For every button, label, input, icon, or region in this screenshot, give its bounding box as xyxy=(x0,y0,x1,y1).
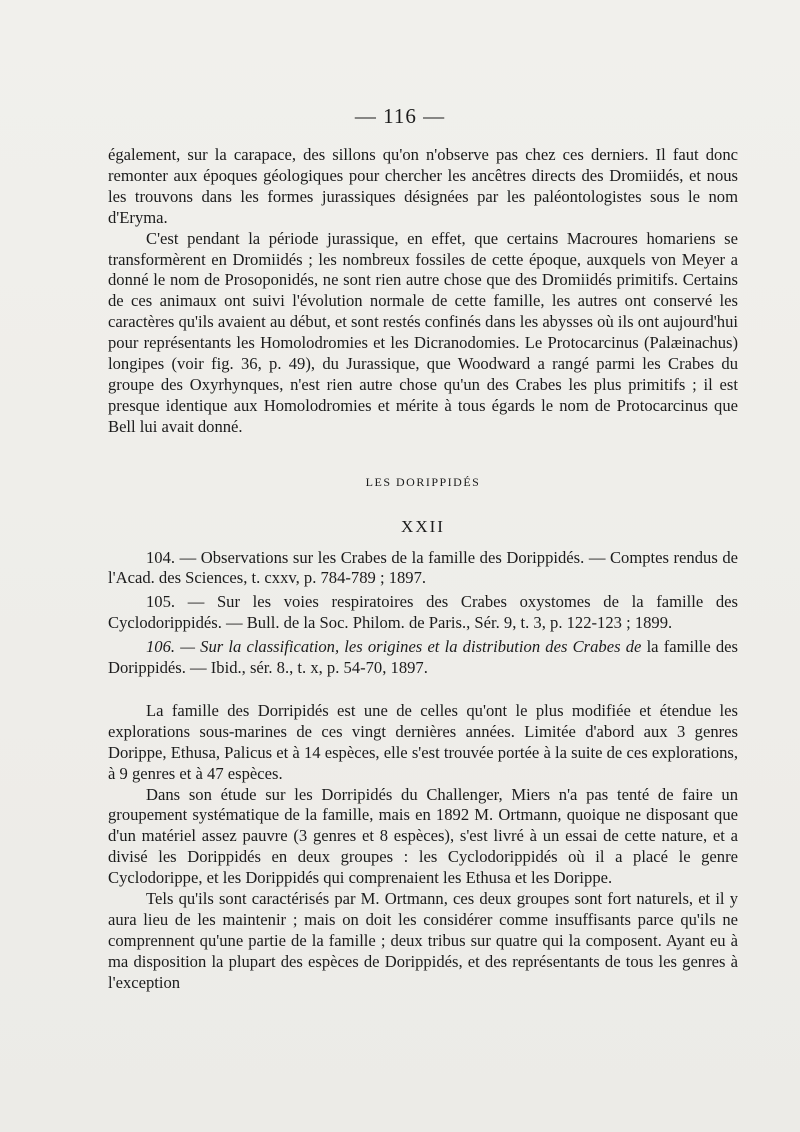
reference-item: 105. — Sur les voies respiratoires des Crabes oxystomes de la famille des Cyclodorippidés. — Bull. de la Soc. Philom. de Paris., Sér. 9, t. 3, p. 122-123 ; 1899. xyxy=(108,592,738,633)
reference-item: 104. — Observations sur les Crabes de la famille des Dorippidés. — Comptes rendus de l'Acad. des Sciences, t. cxxv, p. 784-789 ; 1897. xyxy=(108,547,738,588)
paragraph-continued: également, sur la carapace, des sillons qu'on n'observe pas chez ces derniers. Il faut donc remonter aux époques géologiques pour chercher les ancêtres directs des Dromiidés, et nous les trouvons dans les formes jurassiques désignées par les paléontologistes sous le nom d'Eryma. xyxy=(108,145,738,227)
paragraph: Dans son étude sur les Dorripidés du Challenger, Miers n'a pas tenté de faire un groupement systématique de la famille, mais en 1892 M. Ortmann, quoique ne disposant que d'un matériel assez pauvre (3 genres et 8 espèces), s'est livré à un essai de cette nature, et a divisé les Dorippidés en deux groupes : les Cyclodorippidés où il a placé le genre Cyclodorippe, et les Dorippidés qui comprenaient les Ethusa et les Dorippe. xyxy=(108,784,738,888)
paragraph: La famille des Dorripidés est une de celles qu'ont le plus modifiée et étendue les explorations sous-marines de ces vingt dernières années. Limitée d'abord aux 3 genres Dorippe, Ethusa, Palicus et à 14 espèces, elle s'est trouvée portée à la suite de ces explorations, à 9 genres et à 47 espèces. xyxy=(108,700,738,783)
section-title: LES DORIPPIDÉS xyxy=(365,474,481,489)
reference-source: la famille des Dorippidés. — Ibid., sér. 8., t. x, p. 54-70, 1897. xyxy=(108,637,739,678)
paragraph: Tels qu'ils sont caractérisés par M. Ortmann, ces deux groupes sont fort naturels, et il y aura lieu de les maintenir ; mais on doit les considérer comme insuffisants parce qu'ils ne comprennent qu'une partie de la famille ; deux tribus sur quatre qui la composent. Ayant eu à ma disposition la plupart des espèces de Dorippidés, et des représentants de tous les genres à l'exception xyxy=(108,889,738,992)
text-column xyxy=(108,145,738,994)
reference-title: 106. — Sur la classification, les origines et la distribution des Crabes de xyxy=(146,637,642,657)
reference-list xyxy=(108,548,738,679)
section-number: XXII xyxy=(401,516,445,536)
section-body xyxy=(108,701,738,994)
paragraph-jurassic: C'est pendant la période jurassique, en effet, que certains Macroures homariens se transformèrent en Dromiidés ; les nombreux fossiles de cette époque, auxquels von Meyer a donné le nom de Prosoponidés, ne sont rien autre chose que des Dromiidés primitifs. Certains de ces animaux ont suivi l'évolution normale de cette famille, les autres ont conservé les caractères qu'ils avaient au début, et sont restés confinés dans les abysses où ils ont aujourd'hui pour représentants les Homolodromies et les Dicranodomies. Le Protocarcinus (Palæinachus) longipes (voir fig. 36, p. 49), du Jurassique, que Woodward a rangé parmi les Crabes du groupe des Oxyrhynques, n'est rien autre chose qu'un des Crabes les plus primitifs ; il est presque identique aux Homolodromies et mérite à tous égards le nom de Protocarcinus que Bell lui avait donné. xyxy=(108,228,738,436)
page-number: — 116 — xyxy=(354,104,446,128)
reference-item-current xyxy=(108,637,738,679)
